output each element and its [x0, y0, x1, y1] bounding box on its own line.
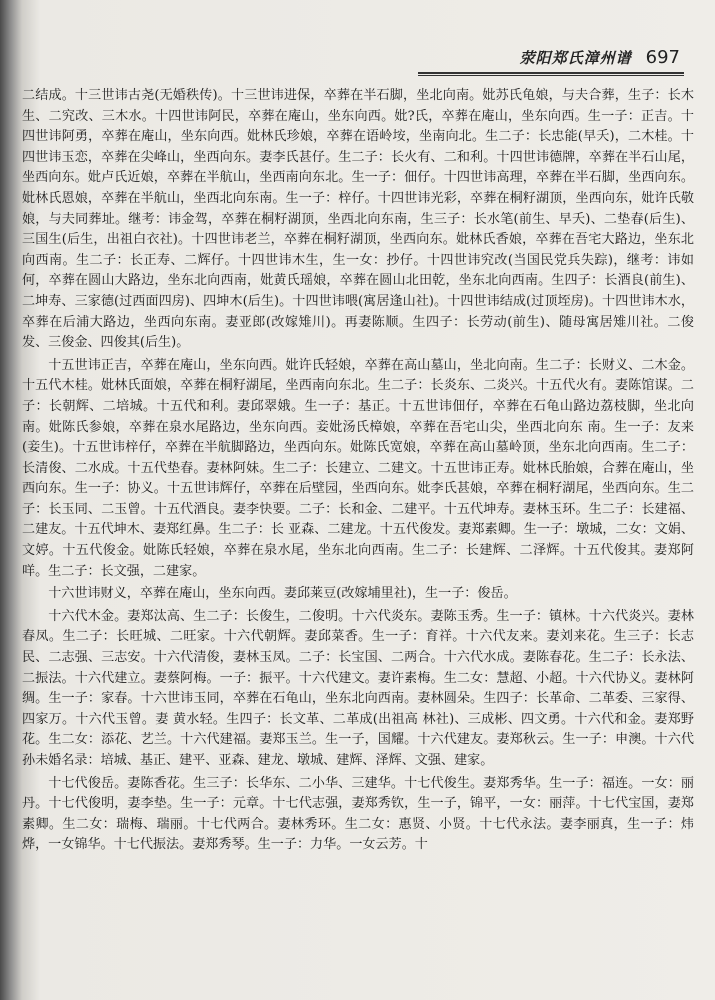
header-rule-thin [418, 75, 684, 76]
paragraph-13th-14th-generation: 二结成。十三世讳古尧(无婚秩传)。十三世讳进保，卒葬在半石脚，坐北向南。妣苏氏龟娘，与夫合葬，生子：长木生、二究改、三木水。十四世讳阿民，卒葬在庵山，坐东向西。妣?氏，卒葬在庵山，坐东向西。生一子：正吉。十四世讳阿勇，卒葬在庵山，坐东向西。妣林氏珍娘，卒葬在语岭垵，坐南向北。生二子：长忠能(早夭)，二木桂。十四世讳玉恋，卒葬在尖峰山，坐西向东。妻李氏甚仔。生二子：长火有、二和利。十四世讳德牌，卒葬在半石山尾，坐西向东。妣卢氏近娘，卒葬在半航山，坐西南向东北。生一子：佃仔。十四世讳高理，卒葬在半石脚，坐西向东。妣林氏恩娘，卒葬在半航山，坐西北向东南。生一子：梓仔。十四世讳光彩，卒葬在桐籽湖顶，坐西向东，妣许氏敬娘，与夫同葬址。继考：讳金驾，卒葬在桐籽湖顶，坐西北向东南，生三子：长水笔(前生、早夭)、二垫春(后生)、三国生(后生，出祖白衣社)。十四世讳老兰，卒葬在桐籽湖顶，坐西向东。妣林氏香娘，卒葬在吾宅大路边，坐东北向西南。生二子：长正寿、二辉仔。十四世讳木生，生一女：抄仔。十四世讳究改(当国民党兵失踪)，继考：讳如何，卒葬在圆山大路边，坐东北向西南，妣黄氏瑶娘，卒葬在圆山北田乾，坐东北向西南。生四子：长酒良(前生)、二坤寿、三家德(过西面四房)、四坤木(后生)。十四世讳喂(寓居逢山社)。十四世讳结成(过顶垤房)。十四世讳木水，卒葬在后浦大路边，坐西向东南。妻亚郎(改嫁雉川)。再妻陈顺。生四子：长劳动(前生)、随母寓居雉川社。二俊发、三俊金、四俊其(后生)。 [22, 88, 694, 351]
paragraph-17th-generation: 十七代俊岳。妻陈香花。生三子：长华东、二小华、三建华。十七代俊生。妻郑秀华。生一子：福连。一女：丽丹。十七代俊明，妻李垫。生一子：元章。十七代志强，妻郑秀钦，生一子，锦平，一女：丽萍。十七代宝国，妻郑素卿。生二女：瑞梅、瑞丽。十七代两合。妻林秀环。生二女：惠贤、小贤。十七代永法。妻李丽真，生一子：炜烨，一女锦华。十七代振法。妻郑秀琴。生一子：力华。一女云芳。十 [22, 775, 694, 853]
header-rule [418, 72, 684, 74]
page-header [420, 42, 680, 68]
page-number: 697 [645, 47, 680, 68]
genealogy-body [22, 86, 694, 986]
book-title: 荥阳郑氏漳州谱 [519, 49, 632, 67]
paragraph-15th-generation: 十五世讳正吉，卒葬在庵山，坐东向西。妣许氏轻娘，卒葬在高山墓山，坐北向南。生二子：长财义、二木金。十五代木桂。妣林氏面娘，卒葬在桐籽湖尾，坐西南向东北。生二子：长炎东、二炎兴。十五代火有。妻陈馆谋。二子：长朝辉、二培城。十五代和利。妻邱翠娥。生一子：基正。十五世讳佃仔，卒葬在石龟山路边荔枝脚，坐北向南。妣陈氏参娘，卒葬在泉水尾路边，坐东向西。妾妣汤氏樟娘，卒葬在吾宅山尖，坐西北向东 南。生一子：友来(妾生)。十五世讳梓仔，卒葬在半航脚路边，坐西向东。妣陈氏宽娘，卒葬在高山墓岭顶，坐东北向西南。生二子：长清俊、二水成。十五代垫春。妻林阿妹。生二子：长建立、二建文。十五世讳正寿。妣林氏胎娘，合葬在庵山，坐西向东。生一子：协义。十五世讳辉仔，卒葬在后壁园，坐西向东。妣李氏甚娘，卒葬在桐籽湖尾，坐西向东。生二子：长玉同、二玉曾。十五代酒良。妻李快要。二子：长和金、二建平。十五代坤寿。妻林玉环。生二子：长建福、二建友。十五代坤木、妻郑红鼻。生二子：长 亚森、二建龙。十五代俊发。妻郑素卿。生一子：墩城，二女：文娟、文婷。十五代俊金。妣陈氏轻娘，卒葬在泉水尾，坐东北向西南。生二子：长建辉、二泽辉。十五代俊其。妻郑阿咩。生二子：长文强，二建家。 [22, 357, 694, 579]
paragraph-16th-generation-intro: 十六世讳财义，卒葬在庵山，坐东向西。妻邱莱豆(改嫁埔里社)，生一子：俊岳。 [48, 586, 517, 602]
paragraph-16th-generation: 十六代木金。妻郑汰高、生二子：长俊生，二俊明。十六代炎东。妻陈玉秀。生一子：镇林。十六代炎兴。妻林春凤。生二子：长旺城、二旺家。十六代朝辉。妻邱菜香。生一子：育祥。十六代友来。妻刘来花。生三子：长志民、二志强、三志安。十六代清俊，妻林玉凤。二子：长宝国、二两合。十六代水成。妻陈春花。生二子：长永法、二振法。十六代建立。妻蔡阿梅。一子：振平。十六代建文。妻许素梅。生二女：慧超、小超。十六代协义。妻林阿绸。生一子：家春。十六世讳玉同，卒葬在石龟山，坐东北向西南。妻林圆朵。生四子：长革命、二革委、三家得、四家万。十六代玉曾。妻 黄水轻。生四子：长文革、二革成(出祖高 林社)、三成彬、四文勇。十六代和金。妻郑野花。生二女：添花、艺兰。十六代建福。妻郑玉兰。生一子，国耀。十六代建友。妻郑秋云。生一子：申澳。十六代孙未婚名录：培城、基正、建平、亚森、建龙、墩城、建辉、泽辉、文强、建家。 [22, 608, 694, 768]
